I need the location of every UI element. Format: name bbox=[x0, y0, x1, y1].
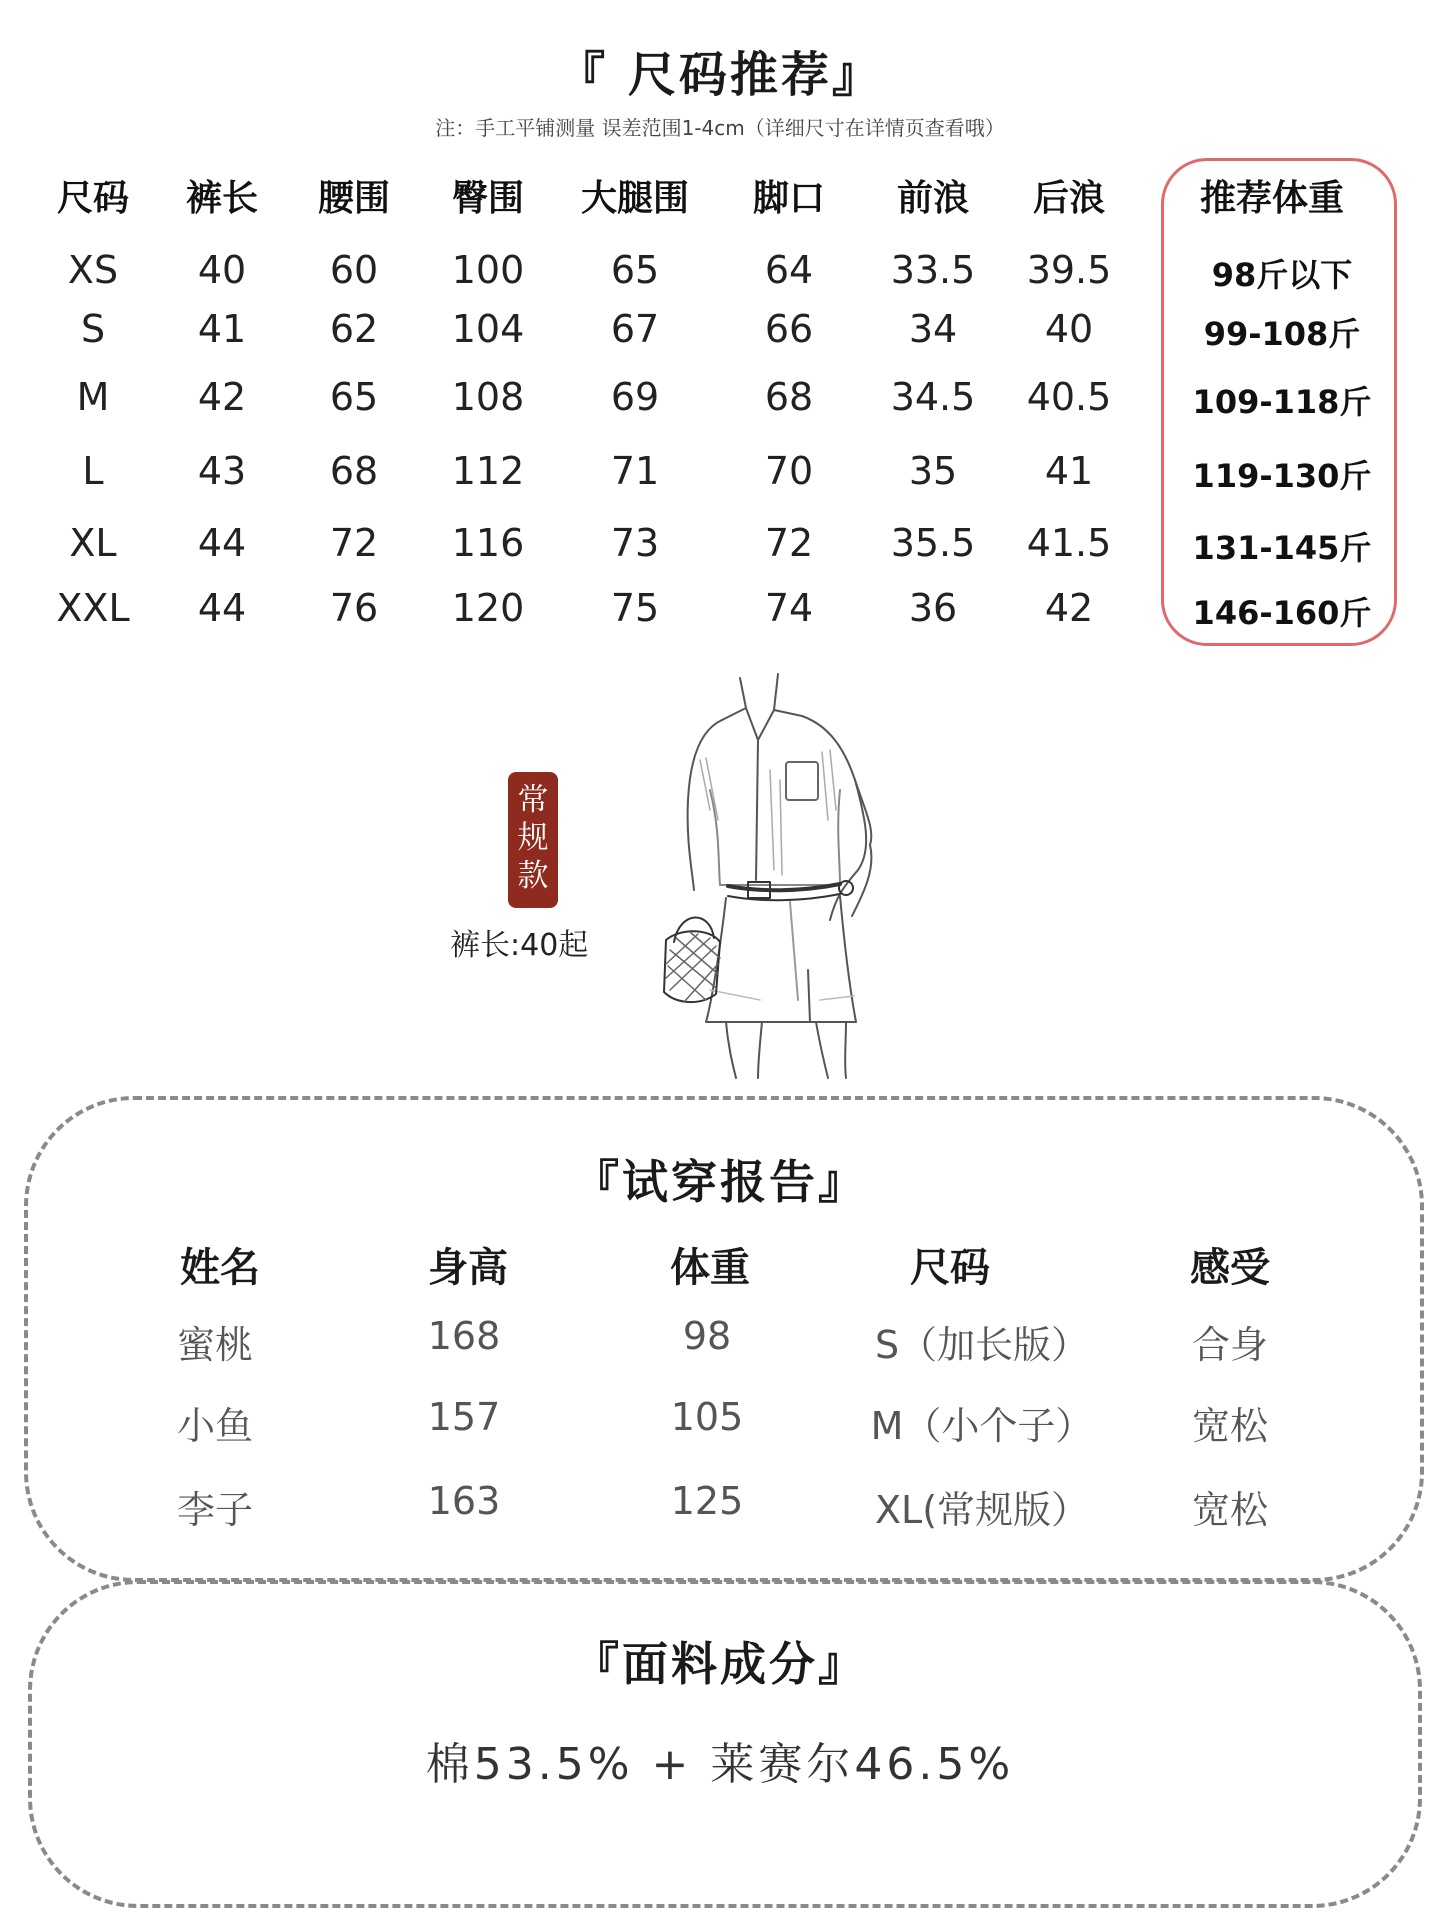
size-cell: 104 bbox=[451, 307, 525, 351]
size-cell: 41 bbox=[1044, 449, 1094, 493]
report-cell: 163 bbox=[427, 1479, 501, 1523]
size-cell: 100 bbox=[451, 248, 525, 292]
size-cell: 116 bbox=[451, 521, 525, 565]
size-cell: 60 bbox=[329, 248, 379, 292]
size-cell: 35 bbox=[908, 449, 958, 493]
size-cell: XXL bbox=[56, 586, 130, 630]
size-header: 腰围 bbox=[317, 178, 391, 219]
size-cell: 66 bbox=[764, 307, 814, 351]
size-cell: 41 bbox=[197, 307, 247, 351]
size-cell: 40.5 bbox=[1026, 375, 1112, 419]
size-header: 尺码 bbox=[56, 178, 130, 219]
report-cell: 小鱼 bbox=[176, 1404, 254, 1448]
report-header: 姓名 bbox=[180, 1245, 260, 1291]
size-header: 臀围 bbox=[451, 178, 525, 219]
size-cell: 36 bbox=[908, 586, 958, 630]
report-cell: 98 bbox=[682, 1314, 732, 1358]
size-cell: 62 bbox=[329, 307, 379, 351]
size-cell: 72 bbox=[764, 521, 814, 565]
size-cell: XS bbox=[67, 248, 119, 292]
size-header-weight: 推荐体重 bbox=[1199, 178, 1345, 219]
size-cell: 68 bbox=[329, 449, 379, 493]
size-cell: S bbox=[80, 307, 106, 351]
report-header: 体重 bbox=[670, 1245, 750, 1291]
weight-cell: 146-160斤 bbox=[1192, 594, 1372, 632]
size-cell: 65 bbox=[329, 375, 379, 419]
fabric-title: 『面料成分』 bbox=[573, 1637, 867, 1691]
size-cell: 34.5 bbox=[890, 375, 976, 419]
size-cell: 42 bbox=[1044, 586, 1094, 630]
length-caption: 裤长:40起 bbox=[450, 928, 589, 963]
size-cell: L bbox=[82, 449, 104, 493]
fabric-composition: 棉53.5% + 莱赛尔46.5% bbox=[425, 1739, 1015, 1790]
report-cell: M（小个子） bbox=[870, 1404, 1094, 1448]
size-cell: 73 bbox=[610, 521, 660, 565]
size-cell: 44 bbox=[197, 521, 247, 565]
size-header: 大腿围 bbox=[580, 178, 690, 219]
size-cell: 69 bbox=[610, 375, 660, 419]
style-badge-char: 规 bbox=[517, 820, 549, 856]
size-cell: 70 bbox=[764, 449, 814, 493]
weight-cell: 99-108斤 bbox=[1203, 315, 1361, 353]
measurement-note: 注：手工平铺测量 误差范围1-4cm（详细尺寸在详情页查看哦） bbox=[435, 116, 1005, 140]
size-header: 脚口 bbox=[752, 178, 826, 219]
report-cell: 合身 bbox=[1191, 1323, 1269, 1367]
report-cell: 宽松 bbox=[1191, 1488, 1269, 1532]
style-badge bbox=[508, 772, 558, 908]
size-cell: 71 bbox=[610, 449, 660, 493]
report-cell: 168 bbox=[427, 1314, 501, 1358]
size-cell: M bbox=[76, 375, 110, 419]
size-header: 前浪 bbox=[896, 178, 970, 219]
size-cell: 42 bbox=[197, 375, 247, 419]
weight-cell: 119-130斤 bbox=[1192, 457, 1372, 495]
style-badge-char: 常 bbox=[517, 782, 549, 818]
size-section-title: 『 尺码推荐』 bbox=[557, 47, 883, 103]
size-cell: 40 bbox=[197, 248, 247, 292]
size-cell: 65 bbox=[610, 248, 660, 292]
report-cell: XL(常规版） bbox=[874, 1488, 1090, 1532]
size-cell: 74 bbox=[764, 586, 814, 630]
report-cell: S（加长版） bbox=[874, 1323, 1090, 1367]
report-header: 身高 bbox=[428, 1245, 508, 1291]
size-cell: 68 bbox=[764, 375, 814, 419]
model-sketch-illustration bbox=[640, 670, 930, 1080]
size-cell: XL bbox=[69, 521, 117, 565]
report-cell: 157 bbox=[427, 1395, 501, 1439]
size-table bbox=[0, 170, 1440, 650]
size-cell: 112 bbox=[451, 449, 525, 493]
size-cell: 44 bbox=[197, 586, 247, 630]
report-cell: 李子 bbox=[176, 1488, 254, 1532]
size-cell: 120 bbox=[451, 586, 525, 630]
size-cell: 35.5 bbox=[890, 521, 976, 565]
size-header: 后浪 bbox=[1032, 178, 1106, 219]
size-cell: 41.5 bbox=[1026, 521, 1112, 565]
size-cell: 72 bbox=[329, 521, 379, 565]
size-cell: 40 bbox=[1044, 307, 1094, 351]
weight-cell: 98斤以下 bbox=[1211, 256, 1353, 294]
size-cell: 33.5 bbox=[890, 248, 976, 292]
try-on-report-title: 『试穿报告』 bbox=[573, 1155, 867, 1209]
size-cell: 39.5 bbox=[1026, 248, 1112, 292]
size-cell: 76 bbox=[329, 586, 379, 630]
size-header: 裤长 bbox=[185, 178, 259, 219]
report-cell: 125 bbox=[670, 1479, 744, 1523]
report-cell: 蜜桃 bbox=[176, 1323, 254, 1367]
size-cell: 43 bbox=[197, 449, 247, 493]
size-cell: 67 bbox=[610, 307, 660, 351]
report-cell: 宽松 bbox=[1191, 1404, 1269, 1448]
report-cell: 105 bbox=[670, 1395, 744, 1439]
size-cell: 108 bbox=[451, 375, 525, 419]
size-cell: 34 bbox=[908, 307, 958, 351]
report-header: 尺码 bbox=[910, 1245, 990, 1291]
weight-cell: 109-118斤 bbox=[1192, 383, 1372, 421]
size-cell: 64 bbox=[764, 248, 814, 292]
report-header: 感受 bbox=[1190, 1245, 1270, 1291]
size-cell: 75 bbox=[610, 586, 660, 630]
weight-cell: 131-145斤 bbox=[1192, 529, 1372, 567]
style-badge-char: 款 bbox=[517, 858, 549, 894]
